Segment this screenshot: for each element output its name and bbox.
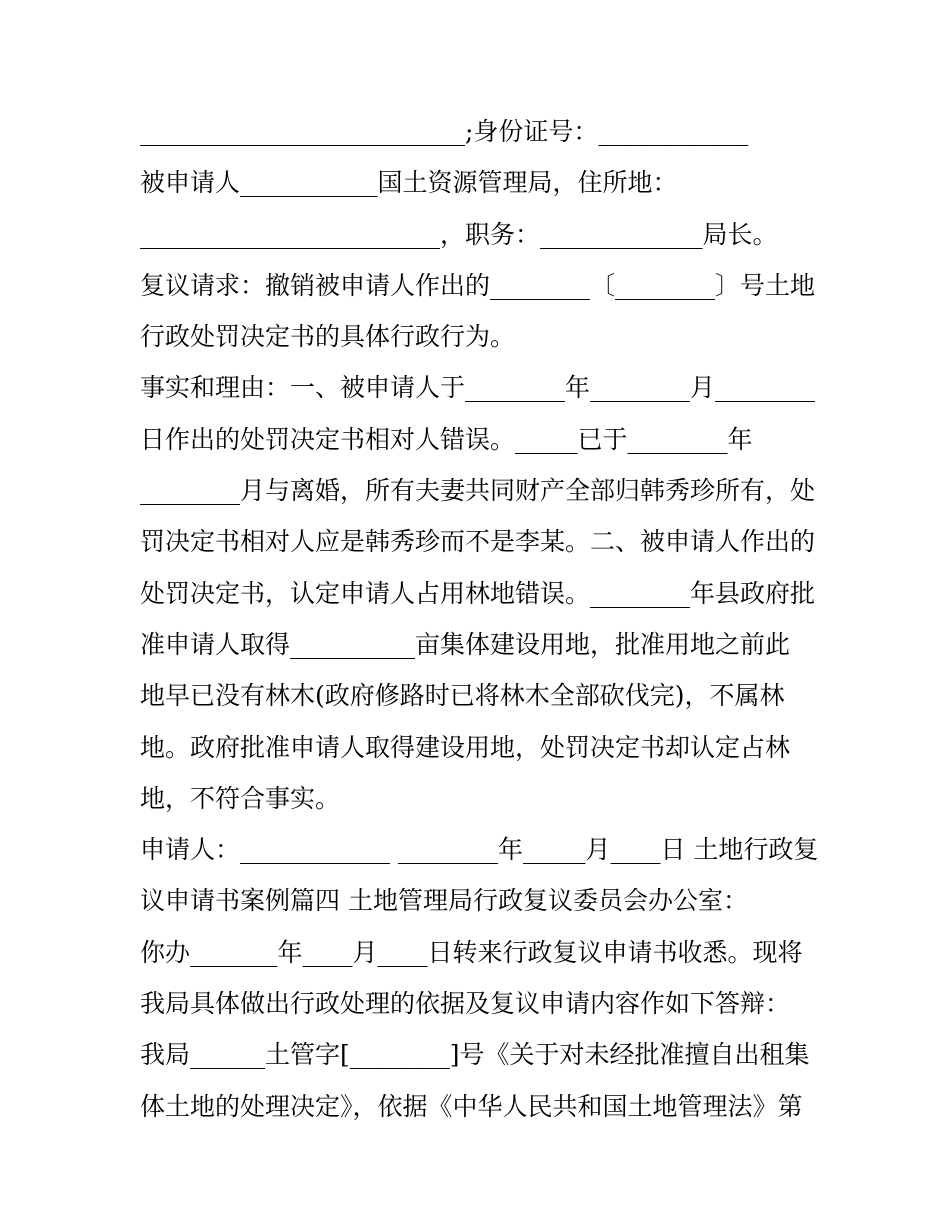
text-line: 日作出的处罚决定书相对人错误。_____已于________年	[140, 424, 753, 454]
text-line: 议申请书案例篇四 土地管理局行政复议委员会办公室：	[140, 886, 748, 916]
text-line: 你办_______年____月____日转来行政复议申请书收悉。现将	[140, 937, 803, 967]
text-line: 地早已没有林木(政府修路时已将林木全部砍伐完)，不属林	[140, 681, 785, 711]
text-line: 事实和理由：一、被申请人于________年________月________	[140, 373, 816, 403]
text-line: 体土地的处理决定》，依据《中华人民共和国土地管理法》第	[140, 1091, 803, 1121]
text-line: 地，不符合事实。	[140, 783, 341, 813]
text-line: 我局______土管字[________]号《关于对未经批准擅自出租集	[140, 1040, 810, 1070]
text-line: 处罚决定书，认定申请人占用林地错误。________年县政府批	[140, 578, 816, 608]
text-line: ________月与离婚，所有夫妻共同财产全部归韩秀珍所有，处	[140, 476, 816, 506]
text-line: 准申请人取得__________亩集体建设用地，批准用地之前此	[140, 629, 791, 659]
text-line: 我局具体做出行政处理的依据及复议申请内容作如下答辩：	[140, 989, 791, 1019]
text-line: 罚决定书相对人应是韩秀珍而不是李某。二、被申请人作出的	[140, 527, 816, 557]
text-line: 行政处罚决定书的具体行政行为。	[140, 322, 516, 352]
text-line: __________________________;身份证号：____________	[140, 117, 749, 146]
text-line: 被申请人___________国土资源管理局，住所地：	[140, 168, 678, 198]
text-line: 复议请求：撤销被申请人作出的________〔________〕号土地	[140, 270, 816, 300]
text-line: 地。政府批准申请人取得建设用地，处罚决定书却认定占林	[140, 732, 791, 762]
text-line: 申请人：____________ ________年_____月____日 土地行政复	[140, 835, 819, 865]
text-line: ________________________，职务：_____________局长。	[140, 219, 778, 249]
document-body	[140, 106, 820, 1132]
